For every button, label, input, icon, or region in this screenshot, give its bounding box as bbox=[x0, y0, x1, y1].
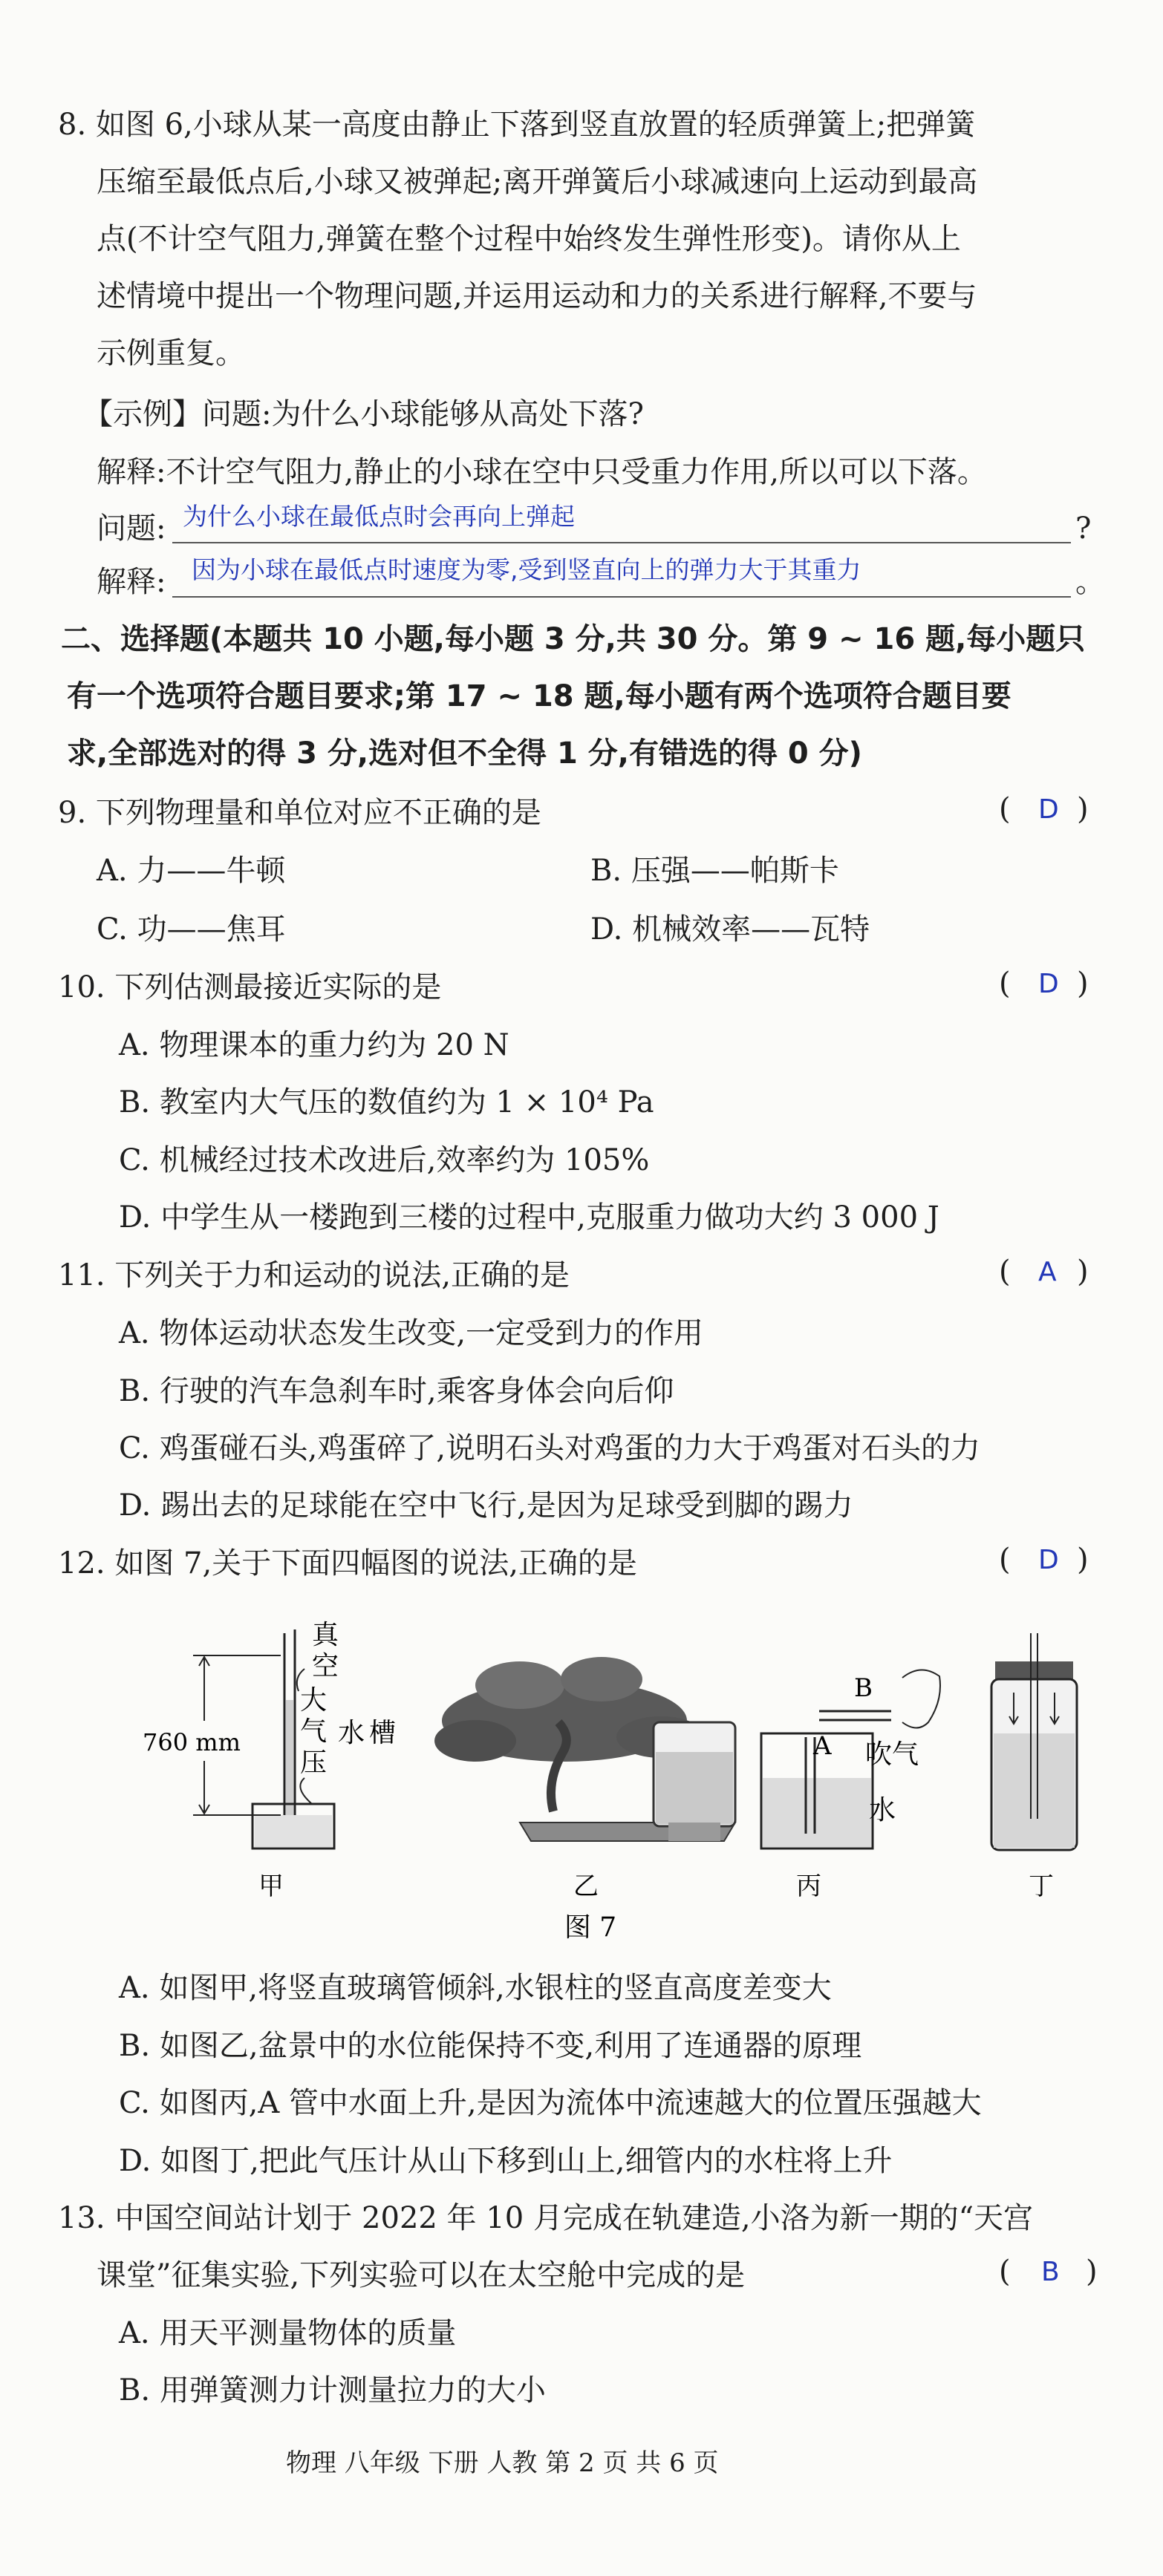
q13-option-a: A. 用天平测量物体的质量 bbox=[119, 2316, 457, 2350]
section2-line-3: 求,全部选对的得 3 分,选对但不全得 1 分,有错选的得 0 分) bbox=[67, 736, 862, 771]
fig-jia-height: 760 mm bbox=[143, 1728, 241, 1756]
figure-ding-bottle bbox=[991, 1633, 1077, 1850]
q13-answer-paren-close: ) bbox=[1086, 2255, 1098, 2289]
q13-stem-line-2: 课堂”征集实验,下列实验可以在太空舱中完成的是 bbox=[97, 2258, 746, 2292]
fig-jia-ya: 压 bbox=[300, 1748, 328, 1778]
q12-answer: D bbox=[1038, 1545, 1059, 1575]
q12-option-d: D. 如图丁,把此气压计从山下移到山上,细管内的水柱将上升 bbox=[119, 2144, 893, 2178]
q8-question-end: ? bbox=[1075, 511, 1092, 546]
q11-option-a: A. 物体运动状态发生改变,一定受到力的作用 bbox=[119, 1316, 704, 1350]
q9-option-c: C. 功——焦耳 bbox=[97, 912, 286, 947]
q10-option-b: B. 教室内大气压的数值约为 1 × 10⁴ Pa bbox=[119, 1085, 654, 1119]
fig-sub-yi: 乙 bbox=[573, 1871, 599, 1901]
section2-line-1: 二、选择题(本题共 10 小题,每小题 3 分,共 30 分。第 9 ~ 16 题,每小题只 bbox=[61, 622, 1086, 656]
q8-example-question: 【示例】问题:为什么小球能够从高处下落? bbox=[83, 397, 644, 431]
q9-option-d: D. 机械效率——瓦特 bbox=[590, 912, 870, 947]
q10-answer-paren-open: ( bbox=[999, 967, 1011, 1001]
q11-option-b: B. 行驶的汽车急刹车时,乘客身体会向后仰 bbox=[119, 1374, 674, 1408]
q10-option-d: D. 中学生从一楼跑到三楼的过程中,克服重力做功大约 3 000 J bbox=[119, 1200, 939, 1235]
q9-option-b: B. 压强——帕斯卡 bbox=[590, 854, 839, 888]
q12-option-a: A. 如图甲,将竖直玻璃管倾斜,水银柱的竖直高度差变大 bbox=[119, 1971, 832, 2005]
fig-sub-jia: 甲 bbox=[258, 1871, 284, 1901]
q13-answer: B bbox=[1041, 2257, 1060, 2287]
q12-answer-paren-open: ( bbox=[999, 1543, 1011, 1577]
section2-line-2: 有一个选项符合题目要求;第 17 ~ 18 题,每小题有两个选项符合题目要 bbox=[67, 679, 1011, 713]
q12-option-c: C. 如图丙,A 管中水面上升,是因为流体中流速越大的位置压强越大 bbox=[119, 2086, 982, 2120]
q8-explain-blank bbox=[172, 596, 1071, 598]
q9-answer-paren-close: ) bbox=[1077, 792, 1089, 826]
q11-option-d: D. 踢出去的足球能在空中飞行,是因为足球受到脚的踢力 bbox=[119, 1488, 853, 1523]
q10-answer-paren-close: ) bbox=[1077, 967, 1089, 1001]
page-footer: 物理 八年级 下册 人教 第 2 页 共 6 页 bbox=[286, 2448, 719, 2478]
q8-question-blank bbox=[172, 542, 1071, 543]
fig-bing-label-a: A bbox=[813, 1731, 832, 1761]
q12-option-b: B. 如图乙,盆景中的水位能保持不变,利用了连通器的原理 bbox=[119, 2029, 862, 2063]
fig-jia-qi: 气 bbox=[300, 1716, 328, 1747]
q13-option-b: B. 用弹簧测力计测量拉力的大小 bbox=[119, 2373, 546, 2407]
q8-line-1: 8. 如图 6,小球从某一高度由静止下落到竖直放置的轻质弹簧上;把弹簧 bbox=[58, 108, 976, 142]
fig-jia-cao: 槽 bbox=[369, 1718, 397, 1748]
fig-jia-kong: 空 bbox=[312, 1651, 339, 1681]
q9-answer: D bbox=[1038, 794, 1059, 825]
q11-stem: 11. 下列关于力和运动的说法,正确的是 bbox=[58, 1258, 570, 1292]
q8-explain-end: 。 bbox=[1075, 565, 1105, 599]
q12-answer-paren-close: ) bbox=[1077, 1543, 1089, 1577]
q8-line-4: 述情境中提出一个物理问题,并运用运动和力的关系进行解释,不要与 bbox=[97, 279, 977, 313]
q8-example-answer: 解释:不计空气阻力,静止的小球在空中只受重力作用,所以可以下落。 bbox=[97, 455, 987, 489]
q10-answer: D bbox=[1038, 969, 1059, 999]
q10-option-a: A. 物理课本的重力约为 20 N bbox=[119, 1028, 509, 1062]
q9-option-a: A. 力——牛顿 bbox=[97, 854, 286, 888]
figure-yi-bonsai bbox=[434, 1657, 735, 1841]
q8-explain-label: 解释: bbox=[97, 565, 166, 599]
q8-line-3: 点(不计空气阻力,弹簧在整个过程中始终发生弹性形变)。请你从上 bbox=[97, 222, 961, 256]
figure-7 bbox=[0, 1596, 1163, 1945]
q8-line-5: 示例重复。 bbox=[97, 336, 245, 370]
q11-answer-paren-open: ( bbox=[999, 1255, 1011, 1289]
q13-answer-paren-open: ( bbox=[999, 2255, 1011, 2289]
fig-jia-shui: 水 bbox=[338, 1718, 365, 1748]
q9-answer-paren-open: ( bbox=[999, 792, 1011, 826]
q8-line-2: 压缩至最低点后,小球又被弹起;离开弹簧后小球减速向上运动到最高 bbox=[97, 165, 978, 199]
q8-question-label: 问题: bbox=[97, 511, 166, 546]
q11-answer-paren-close: ) bbox=[1077, 1255, 1089, 1289]
q8-explain-answer: 因为小球在最低点时速度为零,受到竖直向上的弹力大于其重力 bbox=[192, 555, 861, 584]
q11-option-c: C. 鸡蛋碰石头,鸡蛋碎了,说明石头对鸡蛋的力大于鸡蛋对石头的力 bbox=[119, 1431, 981, 1465]
q10-stem: 10. 下列估测最接近实际的是 bbox=[58, 970, 442, 1004]
q10-option-c: C. 机械经过技术改进后,效率约为 105% bbox=[119, 1143, 650, 1177]
fig-jia-zhen: 真 bbox=[312, 1620, 339, 1650]
fig-sub-bing: 丙 bbox=[796, 1871, 821, 1901]
fig-bing-blow: 吹气 bbox=[865, 1739, 919, 1770]
q11-answer: A bbox=[1038, 1257, 1057, 1287]
fig-bing-water: 水 bbox=[869, 1795, 896, 1825]
q12-stem: 12. 如图 7,关于下面四幅图的说法,正确的是 bbox=[58, 1546, 637, 1580]
q9-stem: 9. 下列物理量和单位对应不正确的是 bbox=[58, 796, 541, 830]
q8-question-answer: 为什么小球在最低点时会再向上弹起 bbox=[183, 502, 575, 531]
figure-7-caption: 图 7 bbox=[564, 1912, 617, 1943]
q13-stem-line-1: 13. 中国空间站计划于 2022 年 10 月完成在轨建造,小洛为新一期的“天宫 bbox=[58, 2201, 1034, 2235]
fig-bing-label-b: B bbox=[854, 1673, 873, 1703]
fig-sub-ding: 丁 bbox=[1029, 1871, 1054, 1901]
fig-jia-da: 大 bbox=[300, 1685, 328, 1716]
